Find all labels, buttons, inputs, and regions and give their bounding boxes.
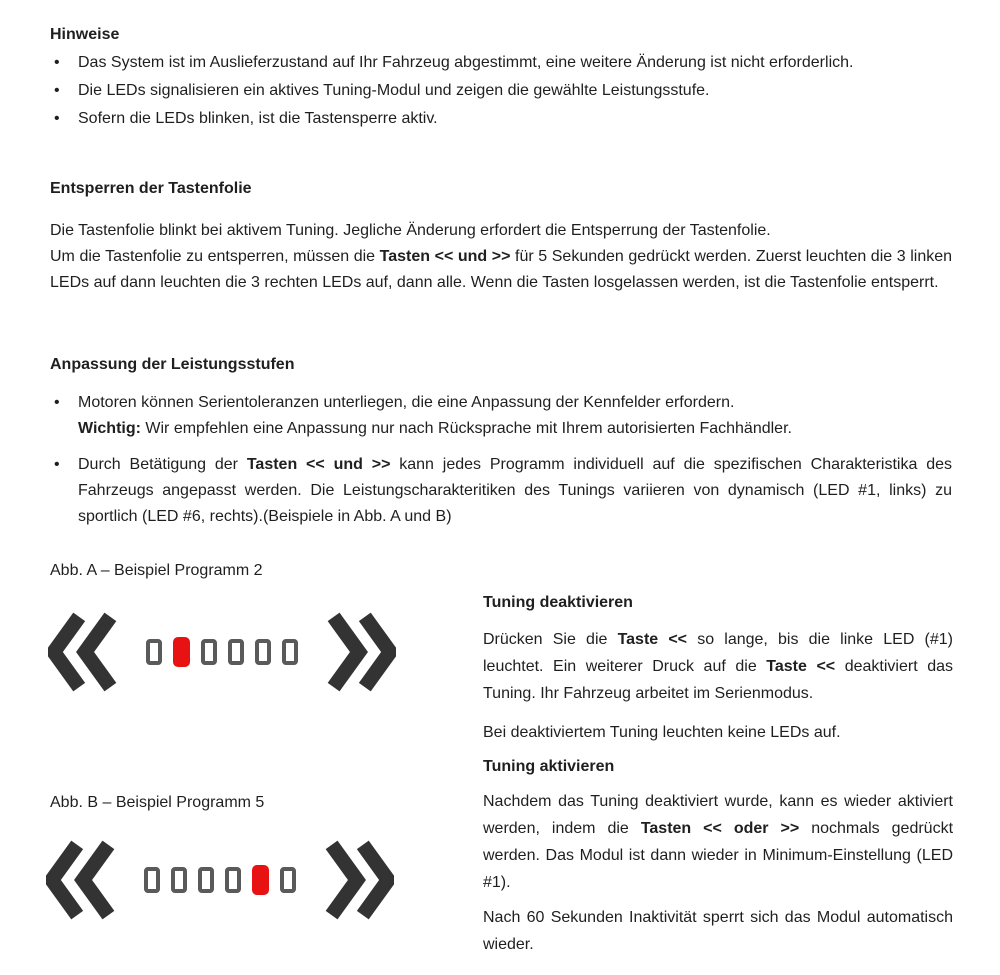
led-6: [282, 639, 298, 665]
text-run: Wir empfehlen eine Anpassung nur nach Rücksprache mit Ihrem autorisierten Fachhändler.: [140, 420, 792, 437]
figure-a-graphic: [48, 612, 396, 692]
figure-b-graphic: [46, 840, 394, 920]
led-2-active: [173, 637, 190, 667]
text-run: Um die Tastenfolie zu entsperren, müssen die: [50, 248, 380, 265]
led-6: [280, 867, 296, 893]
paragraph: [50, 244, 952, 296]
text-run: für 5 Sekunden gedrückt werden. Zuerst leuchten die 3 linken LEDs auf dann leuchten die 3 rechten LEDs auf, dann alle. Wenn die Tasten losgelassen werden, ist die Tastenfolie entsperrt.: [50, 248, 953, 291]
text-run: kann jedes Programm individuell auf die spezifischen Charakteristika des Fahrzeugs angepasst werden. Die Leistungscharakteritiken des Tunings variieren von dynamisch (LED #1, links) zu sportlich (LED #6, rechts).(Beispiele in Abb. A und B): [78, 456, 952, 525]
section-entsperren-body: [50, 218, 952, 296]
led-4: [225, 867, 241, 893]
section-anpassung-bullet2: [50, 452, 952, 530]
led-3: [201, 639, 217, 665]
bullet-item: • Das System ist im Auslieferzustand auf Ihr Fahrzeug abgestimmt, eine weitere Änderung ist nicht erforderlich.: [50, 50, 952, 76]
paragraph-line: Die Tastenfolie blinkt bei aktivem Tuning. Jegliche Änderung erfordert die Entsperrung der Tastenfolie.: [50, 222, 771, 239]
right-column: [483, 590, 953, 958]
hinweise-bullet-list: [50, 50, 952, 132]
text-run-bold: Tasten << oder >>: [640, 820, 800, 837]
text-run: Durch Betätigung der: [78, 456, 247, 473]
text-run: deaktiviert das Tuning. Ihr Fahrzeug arbeitet im Serienmodus.: [483, 658, 954, 702]
text-run: so lange, bis die linke LED (#1) leuchtet. Ein weiterer Druck auf die: [483, 631, 953, 675]
section-anpassung-bullet1: [50, 390, 952, 442]
paragraph: [483, 788, 953, 896]
text-run-bold: Taste <<: [617, 631, 688, 648]
led-4: [228, 639, 244, 665]
led-2: [171, 867, 187, 893]
paragraph: [483, 626, 953, 707]
text-run-bold: Taste <<: [766, 658, 836, 675]
text-run: Drücken Sie die: [483, 631, 618, 648]
double-chevron-right-icon: [316, 840, 394, 920]
bullet-item: • Sofern die LEDs blinken, ist die Tastensperre aktiv.: [50, 106, 952, 132]
led-1: [144, 867, 160, 893]
double-chevron-left-icon: [48, 612, 126, 692]
paragraph: Nach 60 Sekunden Inaktivität sperrt sich das Modul automatisch wieder.: [483, 909, 953, 953]
text-run-bold: Tasten << und >>: [246, 456, 391, 473]
figure-b-caption: Abb. B – Beispiel Programm 5: [50, 794, 265, 811]
bullet-item: [50, 452, 952, 530]
led-row: [144, 865, 296, 895]
section-entsperren-heading: [50, 176, 952, 202]
bullet-item: [50, 390, 952, 442]
figure-a-caption: Abb. A – Beispiel Programm 2: [50, 562, 263, 579]
section-hinweise: [50, 22, 952, 132]
led-row: [146, 637, 298, 667]
led-1: [146, 639, 162, 665]
text-run: Nachdem das Tuning deaktiviert wurde, kann es wieder aktiviert werden, indem die: [483, 793, 953, 837]
heading-anpassung: Anpassung der Leistungsstufen: [50, 356, 295, 373]
heading-tuning-aktivieren: Tuning aktivieren: [483, 758, 615, 775]
led-5-active: [252, 865, 269, 895]
bullet-item: • Die LEDs signalisieren ein aktives Tuning-Modul und zeigen die gewählte Leistungsstufe.: [50, 78, 952, 104]
double-chevron-right-icon: [318, 612, 396, 692]
text-run-bold: Wichtig:: [78, 420, 141, 437]
text-run-bold: Tasten << und >>: [379, 248, 511, 265]
heading-entsperren: Entsperren der Tastenfolie: [50, 180, 252, 197]
led-5: [255, 639, 271, 665]
heading-tuning-deaktivieren: Tuning deaktivieren: [483, 594, 633, 611]
led-3: [198, 867, 214, 893]
section-anpassung-heading: [50, 352, 952, 378]
double-chevron-left-icon: [46, 840, 124, 920]
heading-hinweise: Hinweise: [50, 26, 120, 43]
text-run: nochmals gedrückt werden. Das Modul ist dann wieder in Minimum-Einstellung (LED #1).: [483, 820, 954, 891]
text-run: Motoren können Serientoleranzen unterliegen, die eine Anpassung der Kennfelder erfordern.: [78, 394, 735, 411]
paragraph: Bei deaktiviertem Tuning leuchten keine LEDs auf.: [483, 724, 841, 741]
